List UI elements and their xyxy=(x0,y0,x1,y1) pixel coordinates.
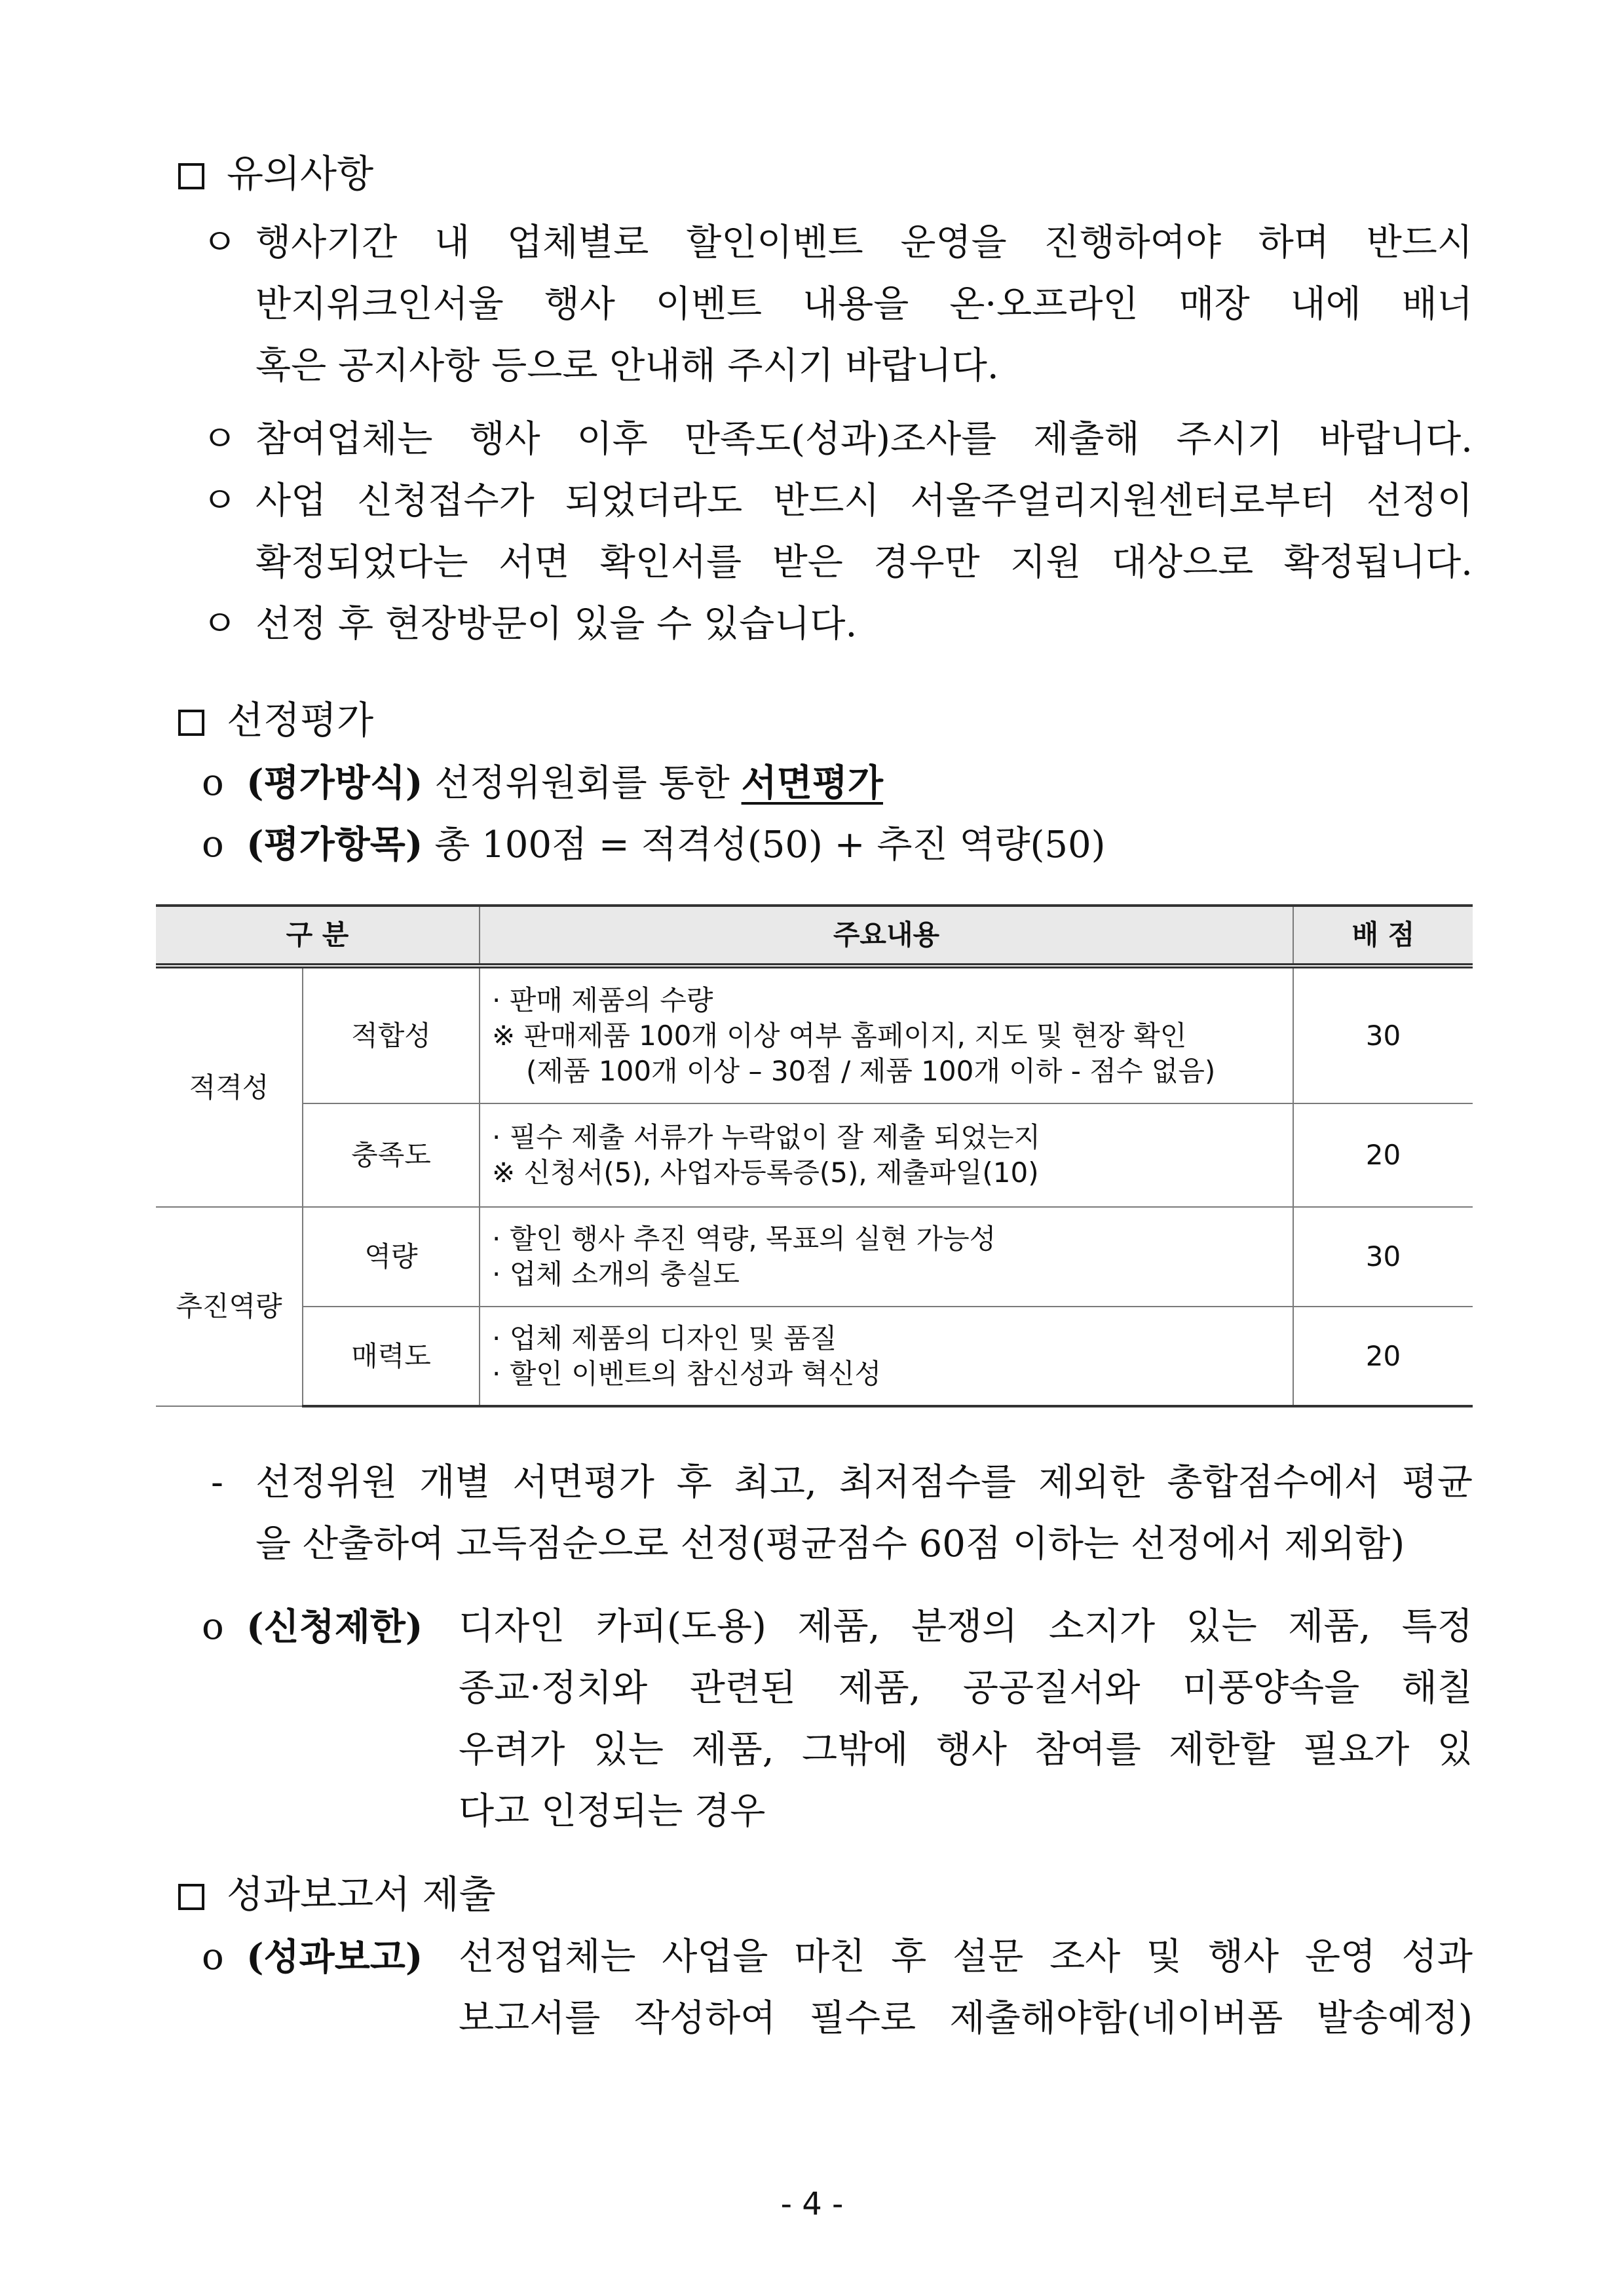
table-subcategory: 충족도 xyxy=(303,1103,480,1207)
bullet-marker: ㅇ xyxy=(202,418,238,461)
table-content: · 판매 제품의 수량 ※ 판매제품 100개 이상 여부 홈페이지, 지도 및 현장 확인 (제품 100개 이상 – 30점 / 제품 100개 이하 - 점수 없음) xyxy=(480,966,1293,1103)
bullet-marker: o xyxy=(202,1605,224,1648)
bullet-marker: ㅇ xyxy=(202,221,238,264)
notes-bullet-2: 참여업체는 행사 이후 만족도(성과)조사를 제출해 주시기 바랍니다. xyxy=(255,418,1473,461)
scoring-note-line-1: 선정위원 개별 서면평가 후 최고, 최저점수를 제외한 총합점수에서 평균 xyxy=(255,1461,1473,1504)
evaluation-table xyxy=(156,904,1473,1407)
table-header-score: 배 점 xyxy=(1293,906,1473,966)
notes-bullet-3-line-2: 확정되었다는 서면 확인서를 받은 경우만 지원 대상으로 확정됩니다. xyxy=(255,541,1473,584)
report-line-1: 선정업체는 사업을 마친 후 설문 조사 및 행사 운영 성과 xyxy=(459,1936,1473,1978)
table-group-capability: 추진역량 xyxy=(156,1207,303,1406)
table-subcategory: 매력도 xyxy=(303,1307,480,1406)
dash-marker: - xyxy=(211,1461,223,1504)
table-score: 20 xyxy=(1293,1103,1473,1207)
table-header-category: 구 분 xyxy=(156,906,480,966)
page-number: - 4 - xyxy=(780,2186,844,2223)
notes-bullet-1-line-1: 행사기간 내 업체별로 할인이벤트 운영을 진행하여야 하며 반드시 xyxy=(255,221,1473,264)
restriction-line-3: 우려가 있는 제품, 그밖에 행사 참여를 제한할 필요가 있 xyxy=(459,1729,1473,1771)
bullet-marker: o xyxy=(202,1936,224,1978)
notes-bullet-1-line-3: 혹은 공지사항 등으로 안내해 주시기 바랍니다. xyxy=(255,345,999,387)
bullet-marker: o xyxy=(202,761,224,804)
table-row xyxy=(156,966,1473,1103)
restriction-line-2: 종교·정치와 관련된 제품, 공공질서와 미풍양속을 해칠 xyxy=(459,1667,1473,1710)
table-subcategory: 역량 xyxy=(303,1207,480,1307)
restriction-label: (신청제한) xyxy=(246,1605,423,1649)
table-row xyxy=(156,1103,1473,1207)
table-content: · 필수 제출 서류가 누락없이 잘 제출 되었는지 ※ 신청서(5), 사업자등록증(5), 제출파일(10) xyxy=(480,1103,1293,1207)
report-line-2: 보고서를 작성하여 필수로 제출해야함(네이버폼 발송예정) xyxy=(459,1997,1473,2040)
table-row xyxy=(156,1307,1473,1406)
bullet-marker: o xyxy=(202,823,224,866)
section-heading-selection: 선정평가 xyxy=(178,697,373,743)
notes-bullet-3-line-1: 사업 신청접수가 되었더라도 반드시 서울주얼리지원센터로부터 선정이 xyxy=(255,480,1473,522)
table-group-eligibility: 적격성 xyxy=(156,966,303,1207)
evaluation-method: (평가방식) 선정위원회를 통한 서면평가 xyxy=(246,761,883,805)
checkbox-square-icon xyxy=(178,710,204,736)
table-subcategory: 적합성 xyxy=(303,966,480,1103)
bullet-marker: ㅇ xyxy=(202,603,238,645)
notes-bullet-4: 선정 후 현장방문이 있을 수 있습니다. xyxy=(255,603,858,645)
checkbox-square-icon xyxy=(178,163,204,189)
table-score: 20 xyxy=(1293,1307,1473,1406)
report-label: (성과보고) xyxy=(246,1936,423,1979)
scoring-note-line-2: 을 산출하여 고득점순으로 선정(평균점수 60점 이하는 선정에서 제외함) xyxy=(255,1523,1405,1565)
bullet-marker: ㅇ xyxy=(202,480,238,522)
table-row xyxy=(156,1207,1473,1307)
section-heading-report: 성과보고서 제출 xyxy=(178,1871,496,1917)
notes-bullet-1-line-2: 반지위크인서울 행사 이벤트 내용을 온·오프라인 매장 내에 배너 xyxy=(255,283,1473,326)
table-header-row xyxy=(156,906,1473,966)
table-header-content: 주요내용 xyxy=(480,906,1293,966)
table-score: 30 xyxy=(1293,966,1473,1103)
section-heading-notes: 유의사항 xyxy=(178,151,373,197)
evaluation-items: (평가항목) 총 100점 = 적격성(50) + 추진 역량(50) xyxy=(246,823,1106,866)
table-content: · 할인 행사 추진 역량, 목표의 실현 가능성 · 업체 소개의 충실도 xyxy=(480,1207,1293,1307)
restriction-line-1: 디자인 카피(도용) 제품, 분쟁의 소지가 있는 제품, 특정 xyxy=(459,1605,1473,1648)
table-content: · 업체 제품의 디자인 및 품질 · 할인 이벤트의 참신성과 혁신성 xyxy=(480,1307,1293,1406)
restriction-line-4: 다고 인정되는 경우 xyxy=(459,1790,766,1833)
checkbox-square-icon xyxy=(178,1884,204,1910)
table-score: 30 xyxy=(1293,1207,1473,1307)
